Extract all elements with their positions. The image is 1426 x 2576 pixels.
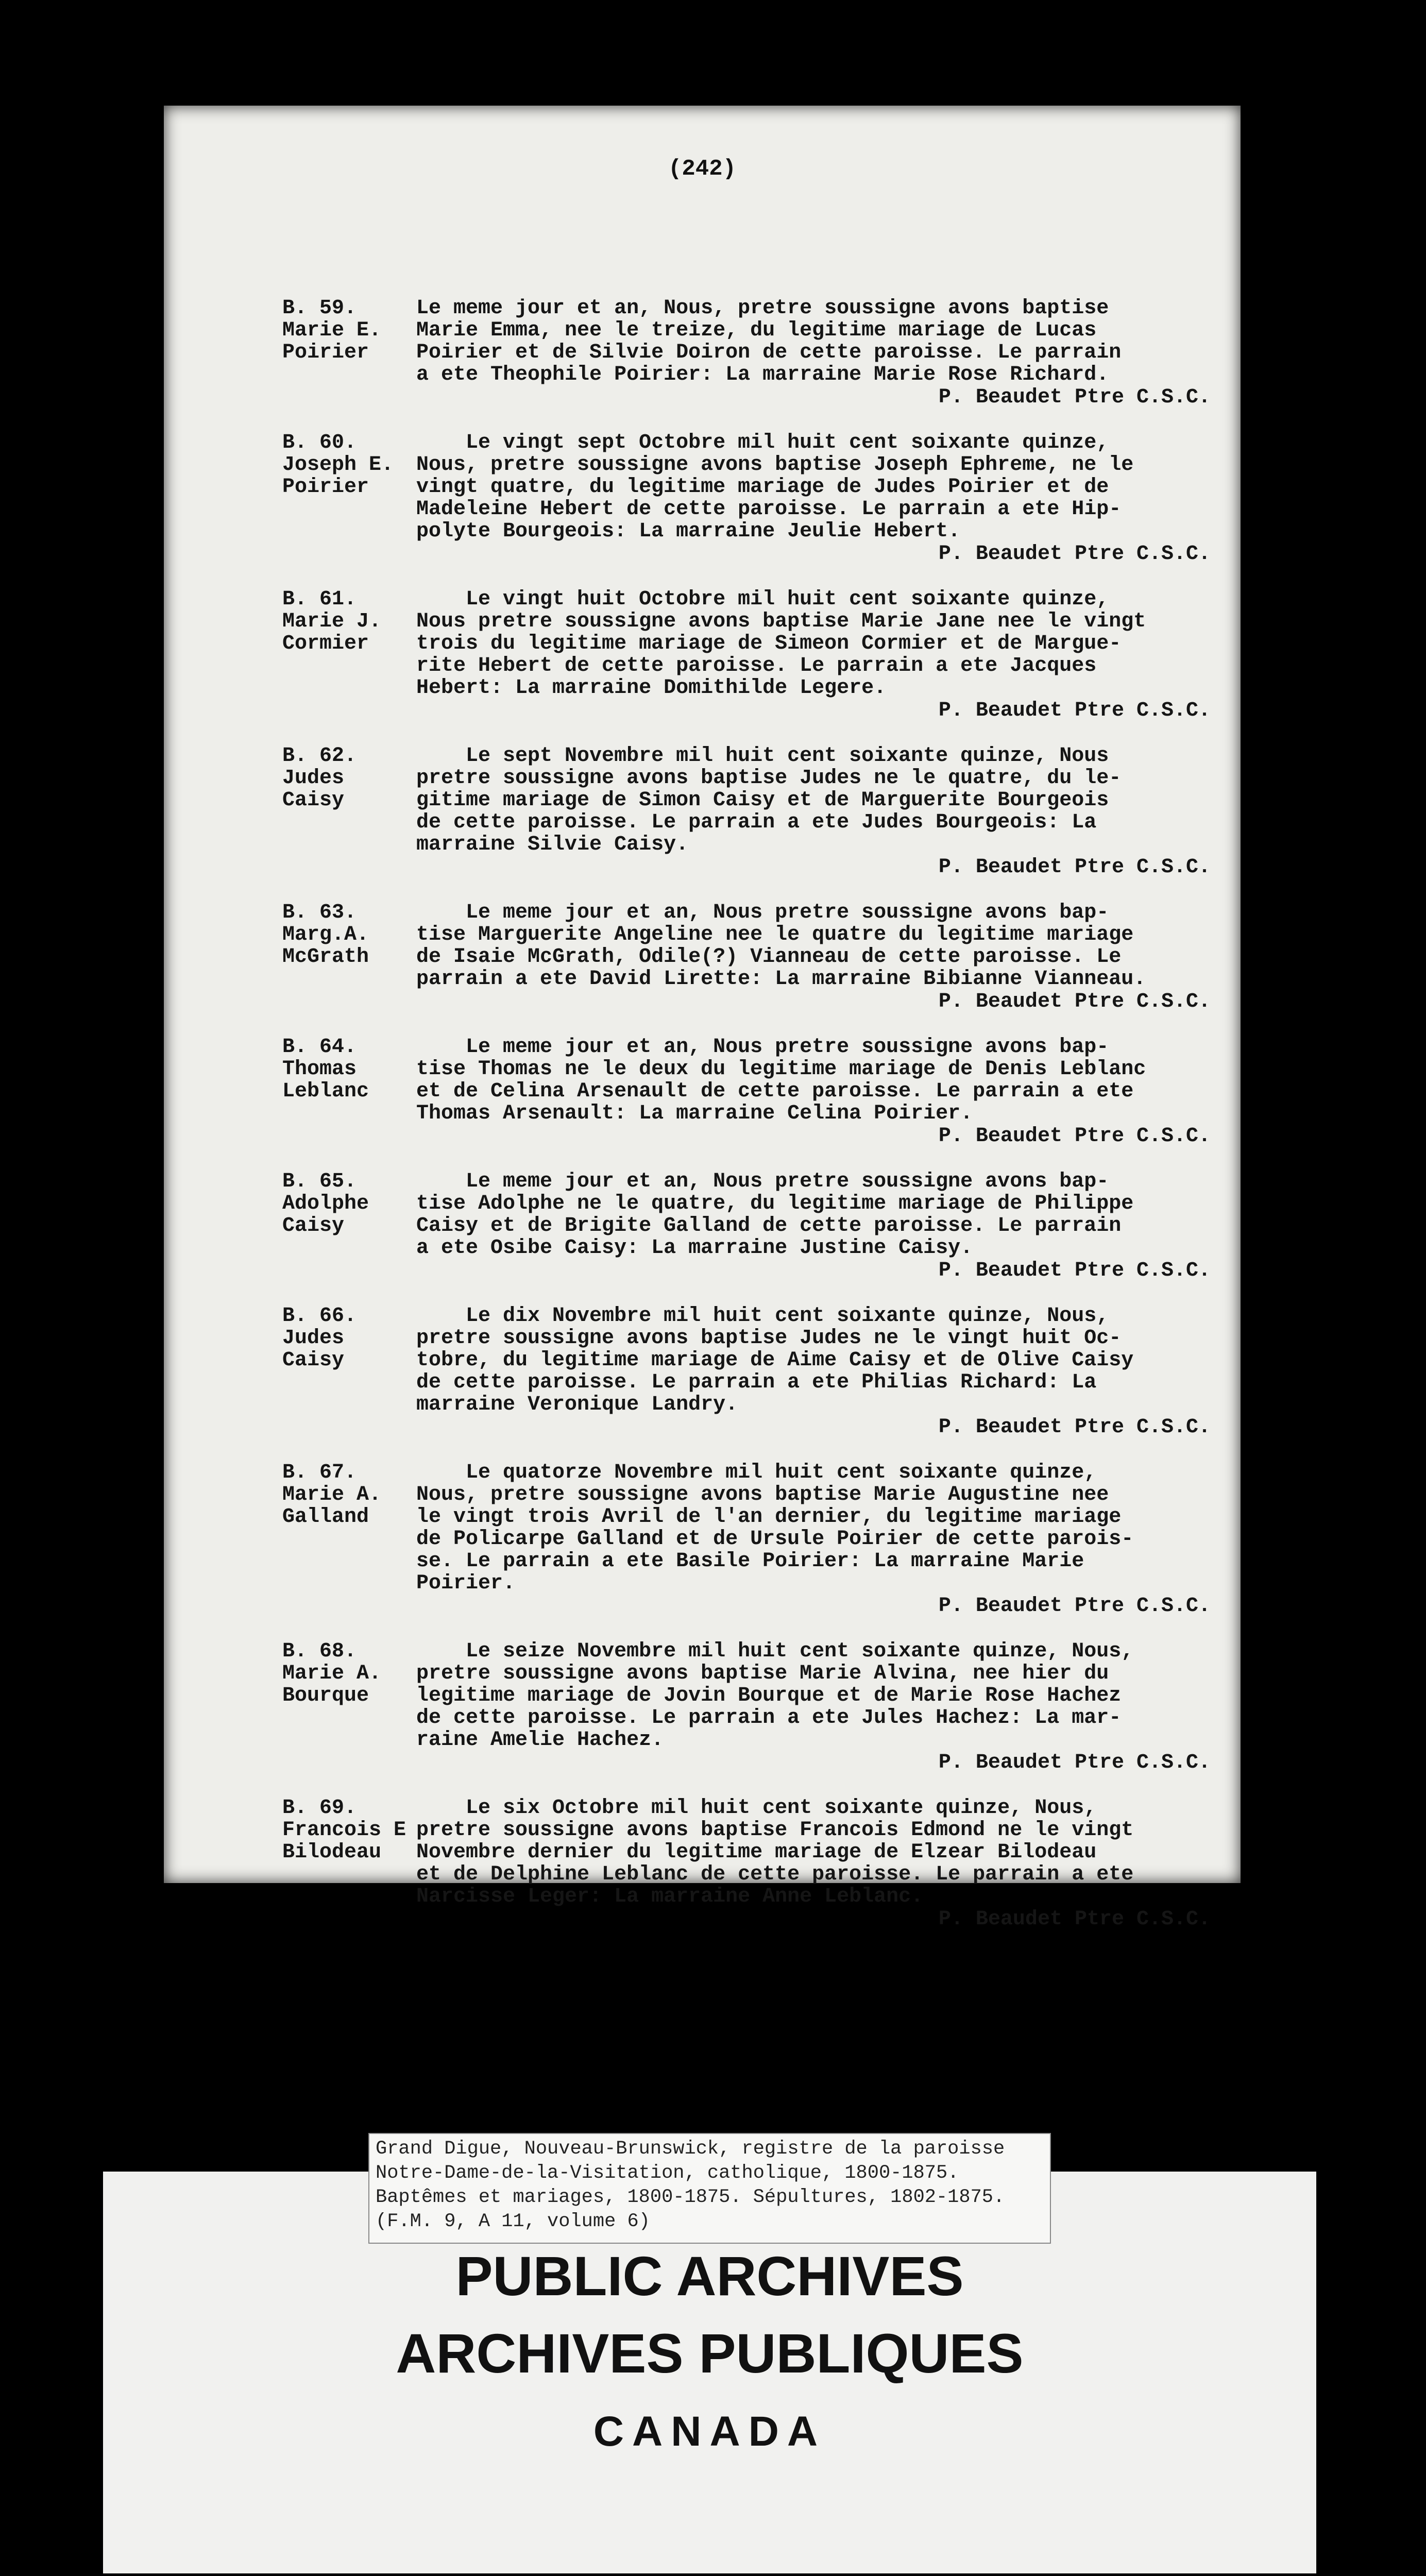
- entry-line: vingt quatre, du legitime mariage de Judes Poirier et de: [416, 476, 1109, 499]
- entry-line: raine Amelie Hachez.: [416, 1728, 664, 1752]
- margin-line: B. 69.: [282, 1797, 357, 1820]
- entry-margin-note: [282, 1797, 416, 1863]
- priest-signature: P. Beaudet Ptre C.S.C.: [938, 1416, 1211, 1439]
- entry-line: tise Marguerite Angeline nee le quatre du legitime mariage: [416, 923, 1134, 946]
- entry-line: marraine Veronique Landry.: [416, 1393, 738, 1416]
- entry-margin-note: [282, 588, 416, 655]
- margin-line: Leblanc: [282, 1080, 369, 1103]
- priest-signature: P. Beaudet Ptre C.S.C.: [938, 1908, 1211, 1931]
- entry-line: Le quatorze Novembre mil huit cent soixante quinze,: [416, 1461, 1097, 1484]
- entry-line: parrain a ete David Lirette: La marraine Bibianne Vianneau.: [416, 968, 1146, 991]
- entry-margin-note: [282, 1305, 416, 1371]
- entry-line: pretre soussigne avons baptise Judes ne le quatre, du le-: [416, 767, 1122, 790]
- catalog-line: (F.M. 9, A 11, volume 6): [376, 2211, 650, 2232]
- margin-line: B. 61.: [282, 588, 357, 611]
- entry-margin-note: [282, 1036, 416, 1103]
- entry-line: Caisy et de Brigite Galland de cette paroisse. Le parrain: [416, 1214, 1122, 1238]
- margin-line: B. 63.: [282, 901, 357, 924]
- entry-margin-note: [282, 432, 416, 498]
- margin-line: Marie J.: [282, 610, 382, 633]
- entry-text: [416, 1797, 1210, 1908]
- entry-line: gitime mariage de Simon Caisy et de Marguerite Bourgeois: [416, 789, 1109, 812]
- margin-line: Caisy: [282, 789, 345, 812]
- margin-line: B. 65.: [282, 1170, 357, 1193]
- margin-line: B. 67.: [282, 1461, 357, 1484]
- priest-signature: P. Beaudet Ptre C.S.C.: [938, 1751, 1211, 1774]
- priest-signature: P. Beaudet Ptre C.S.C.: [938, 543, 1211, 566]
- entry-line: Le sept Novembre mil huit cent soixante quinze, Nous: [416, 744, 1109, 768]
- catalog-label: [368, 2133, 1051, 2244]
- entry-line: Le vingt sept Octobre mil huit cent soixante quinze,: [416, 431, 1109, 454]
- entry-line: Le meme jour et an, Nous pretre soussigne avons bap-: [416, 1036, 1109, 1059]
- entry-margin-note: [282, 745, 416, 811]
- entry-line: de cette paroisse. Le parrain a ete Judes Bourgeois: La: [416, 811, 1097, 834]
- margin-line: Marg.A.: [282, 923, 369, 946]
- margin-line: B. 59.: [282, 297, 357, 320]
- priest-signature: P. Beaudet Ptre C.S.C.: [938, 1259, 1211, 1282]
- entry-line: Hebert: La marraine Domithilde Legere.: [416, 676, 887, 700]
- entry-text: [416, 745, 1210, 856]
- entry-line: trois du legitime mariage de Simeon Cormier et de Margue-: [416, 632, 1122, 655]
- entry-line: marraine Silvie Caisy.: [416, 833, 689, 856]
- entry-line: rite Hebert de cette paroisse. Le parrain a ete Jacques: [416, 654, 1097, 677]
- entry-line: a ete Theophile Poirier: La marraine Marie Rose Richard.: [416, 363, 1109, 386]
- entry-text: [416, 1171, 1210, 1259]
- entry-line: Le vingt huit Octobre mil huit cent soixante quinze,: [416, 588, 1109, 611]
- margin-line: B. 60.: [282, 431, 357, 454]
- entry-margin-note: [282, 297, 416, 364]
- entry-line: Novembre dernier du legitime mariage de Elzear Bilodeau: [416, 1841, 1097, 1864]
- entry-line: pretre soussigne avons baptise Francois Edmond ne le vingt: [416, 1819, 1134, 1842]
- margin-line: Cormier: [282, 632, 369, 655]
- entry-line: tise Thomas ne le deux du legitime mariage de Denis Leblanc: [416, 1058, 1146, 1081]
- entry-line: et de Celina Arsenault de cette paroisse. Le parrain a ete: [416, 1080, 1134, 1103]
- margin-line: Poirier: [282, 476, 369, 499]
- entry-line: Le six Octobre mil huit cent soixante quinze, Nous,: [416, 1797, 1097, 1820]
- entry-margin-note: [282, 902, 416, 968]
- entry-line: Le meme jour et an, Nous pretre soussigne avons bap-: [416, 1170, 1109, 1193]
- entry-line: Le meme jour et an, Nous, pretre soussigne avons baptise: [416, 297, 1109, 320]
- priest-signature: P. Beaudet Ptre C.S.C.: [938, 386, 1211, 409]
- entry-line: Le seize Novembre mil huit cent soixante quinze, Nous,: [416, 1640, 1134, 1663]
- catalog-line: Grand Digue, Nouveau-Brunswick, registre de la paroisse: [376, 2138, 1005, 2160]
- entry-margin-note: [282, 1640, 416, 1707]
- entry-line: Poirier et de Silvie Doiron de cette paroisse. Le parrain: [416, 341, 1122, 364]
- margin-line: Thomas: [282, 1058, 357, 1081]
- archives-title-french: ARCHIVES PUBLIQUES: [396, 2322, 1024, 2384]
- margin-line: Joseph E.: [282, 453, 394, 477]
- entry-line: Marie Emma, nee le treize, du legitime mariage de Lucas: [416, 319, 1097, 342]
- entry-line: se. Le parrain a ete Basile Poirier: La marraine Marie: [416, 1550, 1084, 1573]
- margin-line: Bilodeau: [282, 1841, 382, 1864]
- archives-country: CANADA: [593, 2408, 826, 2455]
- entry-line: Poirier.: [416, 1572, 516, 1595]
- entry-text: [416, 1462, 1210, 1595]
- entry-text: [416, 297, 1210, 386]
- margin-line: Marie A.: [282, 1662, 382, 1685]
- entry-line: et de Delphine Leblanc de cette paroisse. Le parrain a ete: [416, 1863, 1134, 1886]
- margin-line: Bourque: [282, 1684, 369, 1707]
- entry-text: [416, 588, 1210, 699]
- entry-margin-note: [282, 1462, 416, 1528]
- margin-line: Francois E: [282, 1819, 406, 1842]
- entry-line: de Isaie McGrath, Odile(?) Vianneau de cette paroisse. Le: [416, 945, 1122, 969]
- entry-line: de Policarpe Galland et de Ursule Poirier de cette parois-: [416, 1528, 1134, 1551]
- margin-line: B. 68.: [282, 1640, 357, 1663]
- margin-line: McGrath: [282, 945, 369, 969]
- entry-line: Le dix Novembre mil huit cent soixante quinze, Nous,: [416, 1304, 1109, 1328]
- catalog-line: Notre-Dame-de-la-Visitation, catholique, 1800-1875.: [376, 2162, 959, 2184]
- margin-line: Poirier: [282, 341, 369, 364]
- priest-signature: P. Beaudet Ptre C.S.C.: [938, 699, 1211, 722]
- archives-card: [103, 2138, 1316, 2573]
- entry-margin-note: [282, 1171, 416, 1237]
- priest-signature: P. Beaudet Ptre C.S.C.: [938, 856, 1211, 879]
- margin-line: B. 62.: [282, 744, 357, 768]
- entry-line: le vingt trois Avril de l'an dernier, du legitime mariage: [416, 1505, 1122, 1529]
- margin-line: Galland: [282, 1505, 369, 1529]
- margin-line: Marie A.: [282, 1483, 382, 1506]
- entry-text: [416, 902, 1210, 990]
- margin-line: Adolphe: [282, 1192, 369, 1215]
- page-number: (242): [668, 156, 737, 182]
- register-page: [164, 106, 1241, 1931]
- entry-text: [416, 1305, 1210, 1416]
- entry-text: [416, 432, 1210, 543]
- entry-line: pretre soussigne avons baptise Marie Alvina, nee hier du: [416, 1662, 1109, 1685]
- priest-signature: P. Beaudet Ptre C.S.C.: [938, 990, 1211, 1013]
- margin-line: Judes: [282, 1327, 345, 1350]
- margin-line: B. 64.: [282, 1036, 357, 1059]
- entry-line: tise Adolphe ne le quatre, du legitime mariage de Philippe: [416, 1192, 1134, 1215]
- entry-line: polyte Bourgeois: La marraine Jeulie Hebert.: [416, 520, 961, 543]
- entry-line: Nous, pretre soussigne avons baptise Joseph Ephreme, ne le: [416, 453, 1134, 477]
- entry-line: tobre, du legitime mariage de Aime Caisy et de Olive Caisy: [416, 1349, 1134, 1372]
- entry-line: a ete Osibe Caisy: La marraine Justine Caisy.: [416, 1236, 973, 1260]
- archives-title-english: PUBLIC ARCHIVES: [455, 2245, 964, 2307]
- priest-signature: P. Beaudet Ptre C.S.C.: [938, 1125, 1211, 1148]
- entry-line: Le meme jour et an, Nous pretre soussigne avons bap-: [416, 901, 1109, 924]
- entry-line: legitime mariage de Jovin Bourque et de Marie Rose Hachez: [416, 1684, 1122, 1707]
- entry-line: Nous, pretre soussigne avons baptise Marie Augustine nee: [416, 1483, 1109, 1506]
- entry-text: [416, 1036, 1210, 1125]
- entry-text: [416, 1640, 1210, 1751]
- entry-line: Madeleine Hebert de cette paroisse. Le parrain a ete Hip-: [416, 498, 1122, 521]
- entry-line: Nous pretre soussigne avons baptise Marie Jane nee le vingt: [416, 610, 1146, 633]
- entry-line: de cette paroisse. Le parrain a ete Jules Hachez: La mar-: [416, 1706, 1122, 1730]
- margin-line: Marie E.: [282, 319, 382, 342]
- entry-line: Thomas Arsenault: La marraine Celina Poirier.: [416, 1102, 973, 1125]
- priest-signature: P. Beaudet Ptre C.S.C.: [938, 1595, 1211, 1618]
- margin-line: Caisy: [282, 1349, 345, 1372]
- margin-line: B. 66.: [282, 1304, 357, 1328]
- entry-line: Narcisse Leger: La marraine Anne Leblanc.: [416, 1885, 924, 1908]
- entry-line: de cette paroisse. Le parrain a ete Philias Richard: La: [416, 1371, 1097, 1394]
- catalog-line: Baptêmes et mariages, 1800-1875. Sépultures, 1802-1875.: [376, 2187, 1005, 2208]
- margin-line: Judes: [282, 767, 345, 790]
- entry-line: pretre soussigne avons baptise Judes ne le vingt huit Oc-: [416, 1327, 1122, 1350]
- margin-line: Caisy: [282, 1214, 345, 1238]
